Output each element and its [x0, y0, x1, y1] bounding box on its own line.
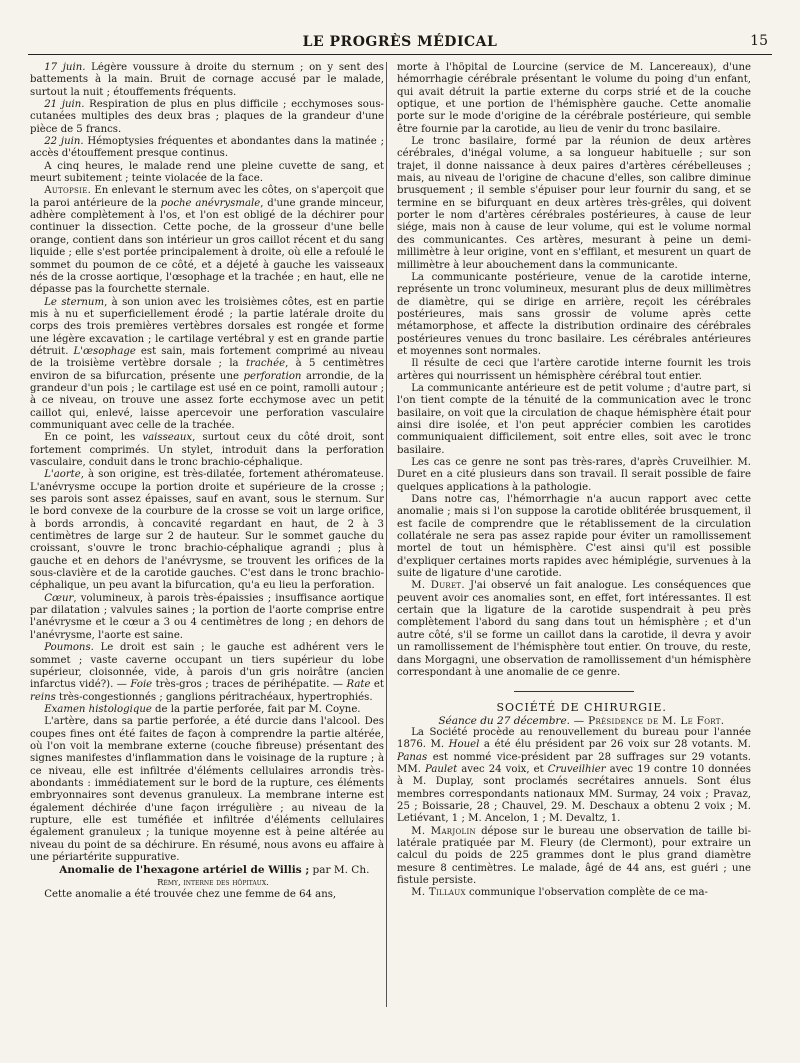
right-column: [397, 62, 751, 1052]
paragraph-poumons: [30, 642, 384, 704]
emphasis: Cruveilhier: [547, 763, 606, 775]
emphasis: Paulet: [425, 763, 458, 775]
emphasis: Cœur: [44, 592, 74, 604]
paragraph-text: très-gros ; traces de périhépatite. —: [152, 679, 347, 691]
page-number: 15: [750, 33, 768, 49]
emphasis: trachée: [245, 358, 286, 370]
emphasis: poche anévrysmale: [160, 197, 261, 209]
speaker-label: M. Duret.: [411, 580, 465, 592]
paragraph-autopsie: [30, 185, 384, 296]
seance-line: [397, 715, 751, 727]
paragraph-17-juin: [30, 62, 384, 99]
page-header: [28, 30, 772, 55]
date-label: 22 juin.: [44, 136, 84, 148]
paragraph-communicante-anterieure: La communicante antérieure est de petit volume ; d'autre part, si l'on tient compte de la ténuité de la communication avec le tronc basilaire, on voit que la circulation de chaque hémisphère était pour ainsi dire isolée, et l'on peut apprécier combien les carotides communiquaient difficilement, soit entre elles, soit avec le tronc basilaire.: [397, 382, 751, 456]
paragraph-bureau: [397, 727, 751, 826]
journal-title: LE PROGRÈS MÉDICAL: [302, 34, 498, 50]
paragraph-text: communique l'observation complète de ce ma-: [465, 887, 708, 899]
paragraph-text: avec 24 voix, et: [457, 763, 548, 775]
paragraph-22-juin: [30, 136, 384, 161]
paragraph-communicante-posterieure: La communicante postérieure, venue de la carotide interne, représente un tronc volumineux, mesurant plus de deux millimètres de diamètre, qui se dirige en arrière, reçoit les cérébrales postérieures, mais sans grossir de volume après cette métamorphose, et affecte la distribution ordinaire des cérébrales postérieures venues du tronc basilaire. Les cérébrales antérieures et moyennes sont normales.: [397, 271, 751, 357]
emphasis: Le sternum: [44, 296, 105, 308]
paragraph-text: . Le droit est sain ; le gauche est adhérent vers le sommet ; vaste caverne occupant un tiers supérieur du lobe supérieur, cloisonnée, vide, à parois d'un gris noirâtre (ancien infarctus vidé?). —: [30, 642, 384, 691]
section-label: Autopsie.: [44, 185, 92, 197]
paragraph-text: , à son origine, est très-dilatée, fortement athéromateuse. L'anévrysme occupe la portion droite et supérieure de la crosse ; ses parois sont assez épaisses, sauf en avant, sous le sternum. Sur le bord convexe de la courbure de la crosse se voit un large orifice, à bords arrondis, à concavité regardant en haut, de 2 à 3 centimètres de large sur 2 de hauteur. Sur le sommet gauche du croissant, s'ouvre le tronc brachio-céphalique agrandi ; plus à gauche et en dehors de l'anévrysme, se trouvent les orifices de la sous-clavière et de la carotide gauches. C'est dans le tronc brachio-céphalique, un peu avant la bifurcation, qu'a eu lieu la perforation.: [30, 469, 384, 592]
paragraph-text: arrondie, de la grandeur d'un pois ; le cartilage est usé en ce point, ramolli autour ; à ce niveau, on trouve une assez forte ecchymose avec un petit caillot qui, enlevé, laisse apercevoir une perforation vasculaire communiquant avec celle de la trachée.: [30, 370, 384, 431]
paragraph-text: , surtout ceux du côté droit, sont fortement comprimés. Un stylet, introduit dans la perforation vasculaire, conduit dans le tronc brachio-céphalique.: [30, 432, 384, 468]
paragraph-sternum: [30, 297, 384, 433]
paragraph-text: La Société procède au renouvellement du bureau pour l'année 1876. M.: [397, 726, 751, 751]
emphasis: Foie: [130, 679, 153, 691]
paragraph-notre-cas: Dans notre cas, l'hémorrhagie n'a aucun rapport avec cette anomalie ; mais si l'on suppose la carotide oblitérée brusquement, il est facile de comprendre que le rétablissement de la circulation collatérale ne sera pas assez rapide pour éviter un ramollissement mortel de tout un hémisphère. C'est ainsi qu'il est possible d'expliquer certaines morts rapides avec hémiplégie, survenues à la suite de ligature d'une carotide.: [397, 494, 751, 580]
paragraph-artere: L'artère, dans sa partie perforée, a été durcie dans l'alcool. Des coupes fines ont été faites de façon à comprendre la partie altérée, où l'on voit la membrane externe (couche fibreuse) présentant des signes manifestes d'inflammation dans le voisinage de la rupture ; à ce niveau, elle est infiltrée d'éléments cellulaires arrondis très-abondants : immédiatement sur le bord de la rupture, ces éléments embryonnaires sont devenus granuleux. La membrane interne est également déchirée d'une façon irrégulière ; au niveau de la rupture, elle est tuméfiée et infiltrée d'éléments cellulaires également granuleux ; la tunique moyenne est à peine altérée au niveau du point de sa déchirure. En résumé, nous avons eu affaire à une périartérite suppurative.: [30, 716, 384, 863]
paragraph-text: , volumineux, à parois très-épaissies ; insuffisance aortique par dilatation ; valvules saines ; la portion de l'aorte comprise entre l'anévrysme et le cœur a 3 ou 4 centimètres de long ; en dehors de l'anévrysme, l'aorte est saine.: [30, 592, 384, 641]
article-title: [30, 864, 384, 876]
paragraph-text: très-congestionnés ; ganglions péritrachéaux, hypertrophiés.: [55, 691, 373, 703]
paragraph-anomalie: Cette anomalie a été trouvée chez une femme de 64 ans,: [44, 889, 337, 901]
paragraph-text: En ce point, les: [44, 432, 143, 444]
paragraph-text: En enlevant le sternum avec les côtes, on s'aperçoit que la paroi antérieure de la: [30, 185, 384, 209]
emphasis: Poumons: [44, 642, 91, 654]
article-author: par M. Ch.: [309, 864, 370, 877]
emphasis: perforation: [243, 370, 302, 382]
speaker-label: M. Marjolin: [411, 825, 476, 837]
emphasis: L'aorte: [44, 469, 81, 481]
paragraph-coeur: [30, 593, 384, 642]
speaker-label: M. Tillaux: [411, 887, 466, 899]
paragraph-marjolin: [397, 826, 751, 888]
emphasis: L'œsophage: [73, 345, 136, 357]
date-label: 17 juin.: [44, 62, 86, 73]
emphasis: Panas: [397, 751, 428, 763]
paragraph-text: dépose sur le bureau une observation de taille bi-latérale pratiquée par M. Fleury (de Clermont), pour extraire un calcul du poids de 225 grammes dont le plus grand diamètre mesure 8 centimètres. Le malade, âgé de 44 ans, est guéri ; une fistule persiste.: [397, 825, 751, 886]
paragraph-text: Respiration de plus en plus difficile ; ecchymoses sous-cutanées multiples des deux bras ; plaques de la grandeur d'une pièce de 5 francs.: [30, 99, 384, 135]
paragraph-text: est sain, mais fortement comprimé au niveau de la troisième vertèbre dorsale ; la: [30, 345, 384, 370]
paragraph-text: Hémoptysies fréquentes et abondantes dans la matinée ; accès d'étouffement presque continus.: [30, 136, 384, 160]
paragraph-tillaux: [397, 887, 751, 899]
paragraph-text: , à 5 centimètres environ de sa bifurcation, présente une: [30, 358, 384, 382]
paragraph-text: est nommé vice-président par 28 suffrages sur 29 votants. MM.: [397, 751, 751, 775]
paragraph-text: de la partie perforée, fait par M. Coyne.: [151, 703, 361, 715]
paragraph-death: A cinq heures, le malade rend une pleine cuvette de sang, et meurt subitement ; teinte violacée de la face.: [30, 160, 384, 185]
paragraph-text: , à son union avec les troisièmes côtes, est en partie mis à nu et superficiellement érodé ; la partie latérale droite du corps des trois premières vertèbres dorsales est rongée et forme une légère excavation ; le cartilage vertébral y est en grande partie détruit.: [30, 296, 384, 357]
article-title-text: Anomalie de l'hexagone artériel de Willis ;: [59, 864, 310, 877]
paragraph-text: , d'une grande minceur, adhère complètement à l'os, et l'on est obligé de la déchirer pour continuer la dissection. Cette poche, de la grosseur d'une belle orange, contient dans son intérieur un gros caillot récent et du sang liquide ; elle s'est portée principalement à droite, où elle a refoulé le sommet du poumon de ce côté, et a déjeté à gauche les vaisseaux nés de la crosse aortique, l'œsophage et la trachée ; en haut, elle ne dépasse pas la fourchette sternale.: [30, 197, 384, 296]
section-title: SOCIÉTÉ DE CHIRURGIE.: [496, 701, 667, 715]
paragraph-tronc-basilaire: Le tronc basilaire, formé par la réunion de deux artères cérébrales, d'inégal volume, a sa longueur habituelle ; sur son trajet, il donne naissance à deux paires d'artères cérébelleuses ; mais, au niveau de l'origine de chacune d'elles, son calibre diminue brusquement ; il semble s'épuiser pour leur fournir du sang, et se termine en se bifurquant en deux artères très-grêles, qui doivent porter le nom d'artères cérébrales postérieures, à cause de leur siége, mais non à cause de leur volume, qui est le volume normal des communicantes. Ces artères, mesurant à peine un demi-millimètre à leur origine, vont en s'effilant, et mesurent un quart de millimètre à leur abouchement dans la communicante.: [397, 136, 751, 271]
paragraph-aorte: [30, 469, 384, 592]
paragraph-duret: [397, 580, 751, 679]
paragraph-text: et: [370, 679, 384, 691]
paragraph-21-juin: [30, 99, 384, 136]
paragraph-text: a été élu président par 26 voix sur 28 votants. M.: [479, 739, 751, 751]
emphasis: reins: [30, 691, 56, 703]
paragraph-text: J'ai observé un fait analogue. Les conséquences que peuvent avoir ces anomalies sont, en effet, fort intéressantes. Il est certain que la ligature de la carotide suspendrait à peu près complètement l'abord du sang dans tout un hémisphère ; et d'un autre côté, s'il se forme un caillot dans la carotide, il devra y avoir un ramollissement de l'hémisphère tout entier. On trouve, du reste, dans Morgagni, une observation de ramollissement d'un hémisphère correspondant à une anomalie de ce genre.: [397, 580, 751, 678]
paragraph-examen: [30, 704, 384, 716]
paragraph-cas-genre: Les cas ce genre ne sont pas très-rares, d'après Cruveilhier. M. Duret en a cité plusieurs dans son travail. Il serait possible de faire quelques applications à la pathologie.: [397, 457, 751, 493]
date-label: 21 juin.: [44, 99, 85, 111]
section-separator: [514, 691, 634, 692]
column-divider: [386, 62, 387, 1007]
seance-presidence: — Présidence de M. Le Fort.: [570, 714, 725, 727]
paragraph-vaisseaux: [30, 432, 384, 469]
seance-date: Séance du 27 décembre.: [438, 714, 571, 727]
paragraph-continuation: morte à l'hôpital de Lourcine (service de M. Lancereaux), d'une hémorrhagie cérébrale présentant le volume du poing d'un enfant, qui avait détruit la partie externe du corps strié et de la couche optique, et une portion de l'hémisphère gauche. Cette anomalie porte sur le mode d'origine de la cérébrale postérieure, qui semble être fournie par la carotide, au lieu de venir du tronc basilaire.: [397, 62, 751, 135]
article-subtitle: Rémy, interne des hôpitaux.: [157, 877, 269, 888]
paragraph-text: avec 19 contre 10 données à M. Duplay, sont proclamés secrétaires annuels. Sont élus membres correspondants nationaux MM. Surmay, 24 voix ; Pravaz, 25 ; Boissarie, 28 ; Chauvel, 29. M. Deschaux a obtenu 2 voix ; M. Letiévant, 1 ; M. Ancelon, 1 ; M. Devaltz, 1.: [397, 763, 751, 825]
emphasis: vaisseaux: [142, 432, 193, 444]
emphasis: Examen histologique: [44, 703, 152, 715]
left-column: [30, 62, 384, 1052]
paragraph-resultat: Il résulte de ceci que l'artère carotide interne fournit les trois artères qui nourrissent un hémisphère cérébral tout entier.: [397, 358, 751, 382]
paragraph-text: Légère voussure à droite du sternum ; on y sent des battements à la main. Bruit de cornage accusé par le malade, surtout la nuit ; étouffements fréquents.: [30, 62, 384, 98]
emphasis: Rate: [346, 679, 371, 691]
emphasis: Houel: [448, 739, 480, 751]
